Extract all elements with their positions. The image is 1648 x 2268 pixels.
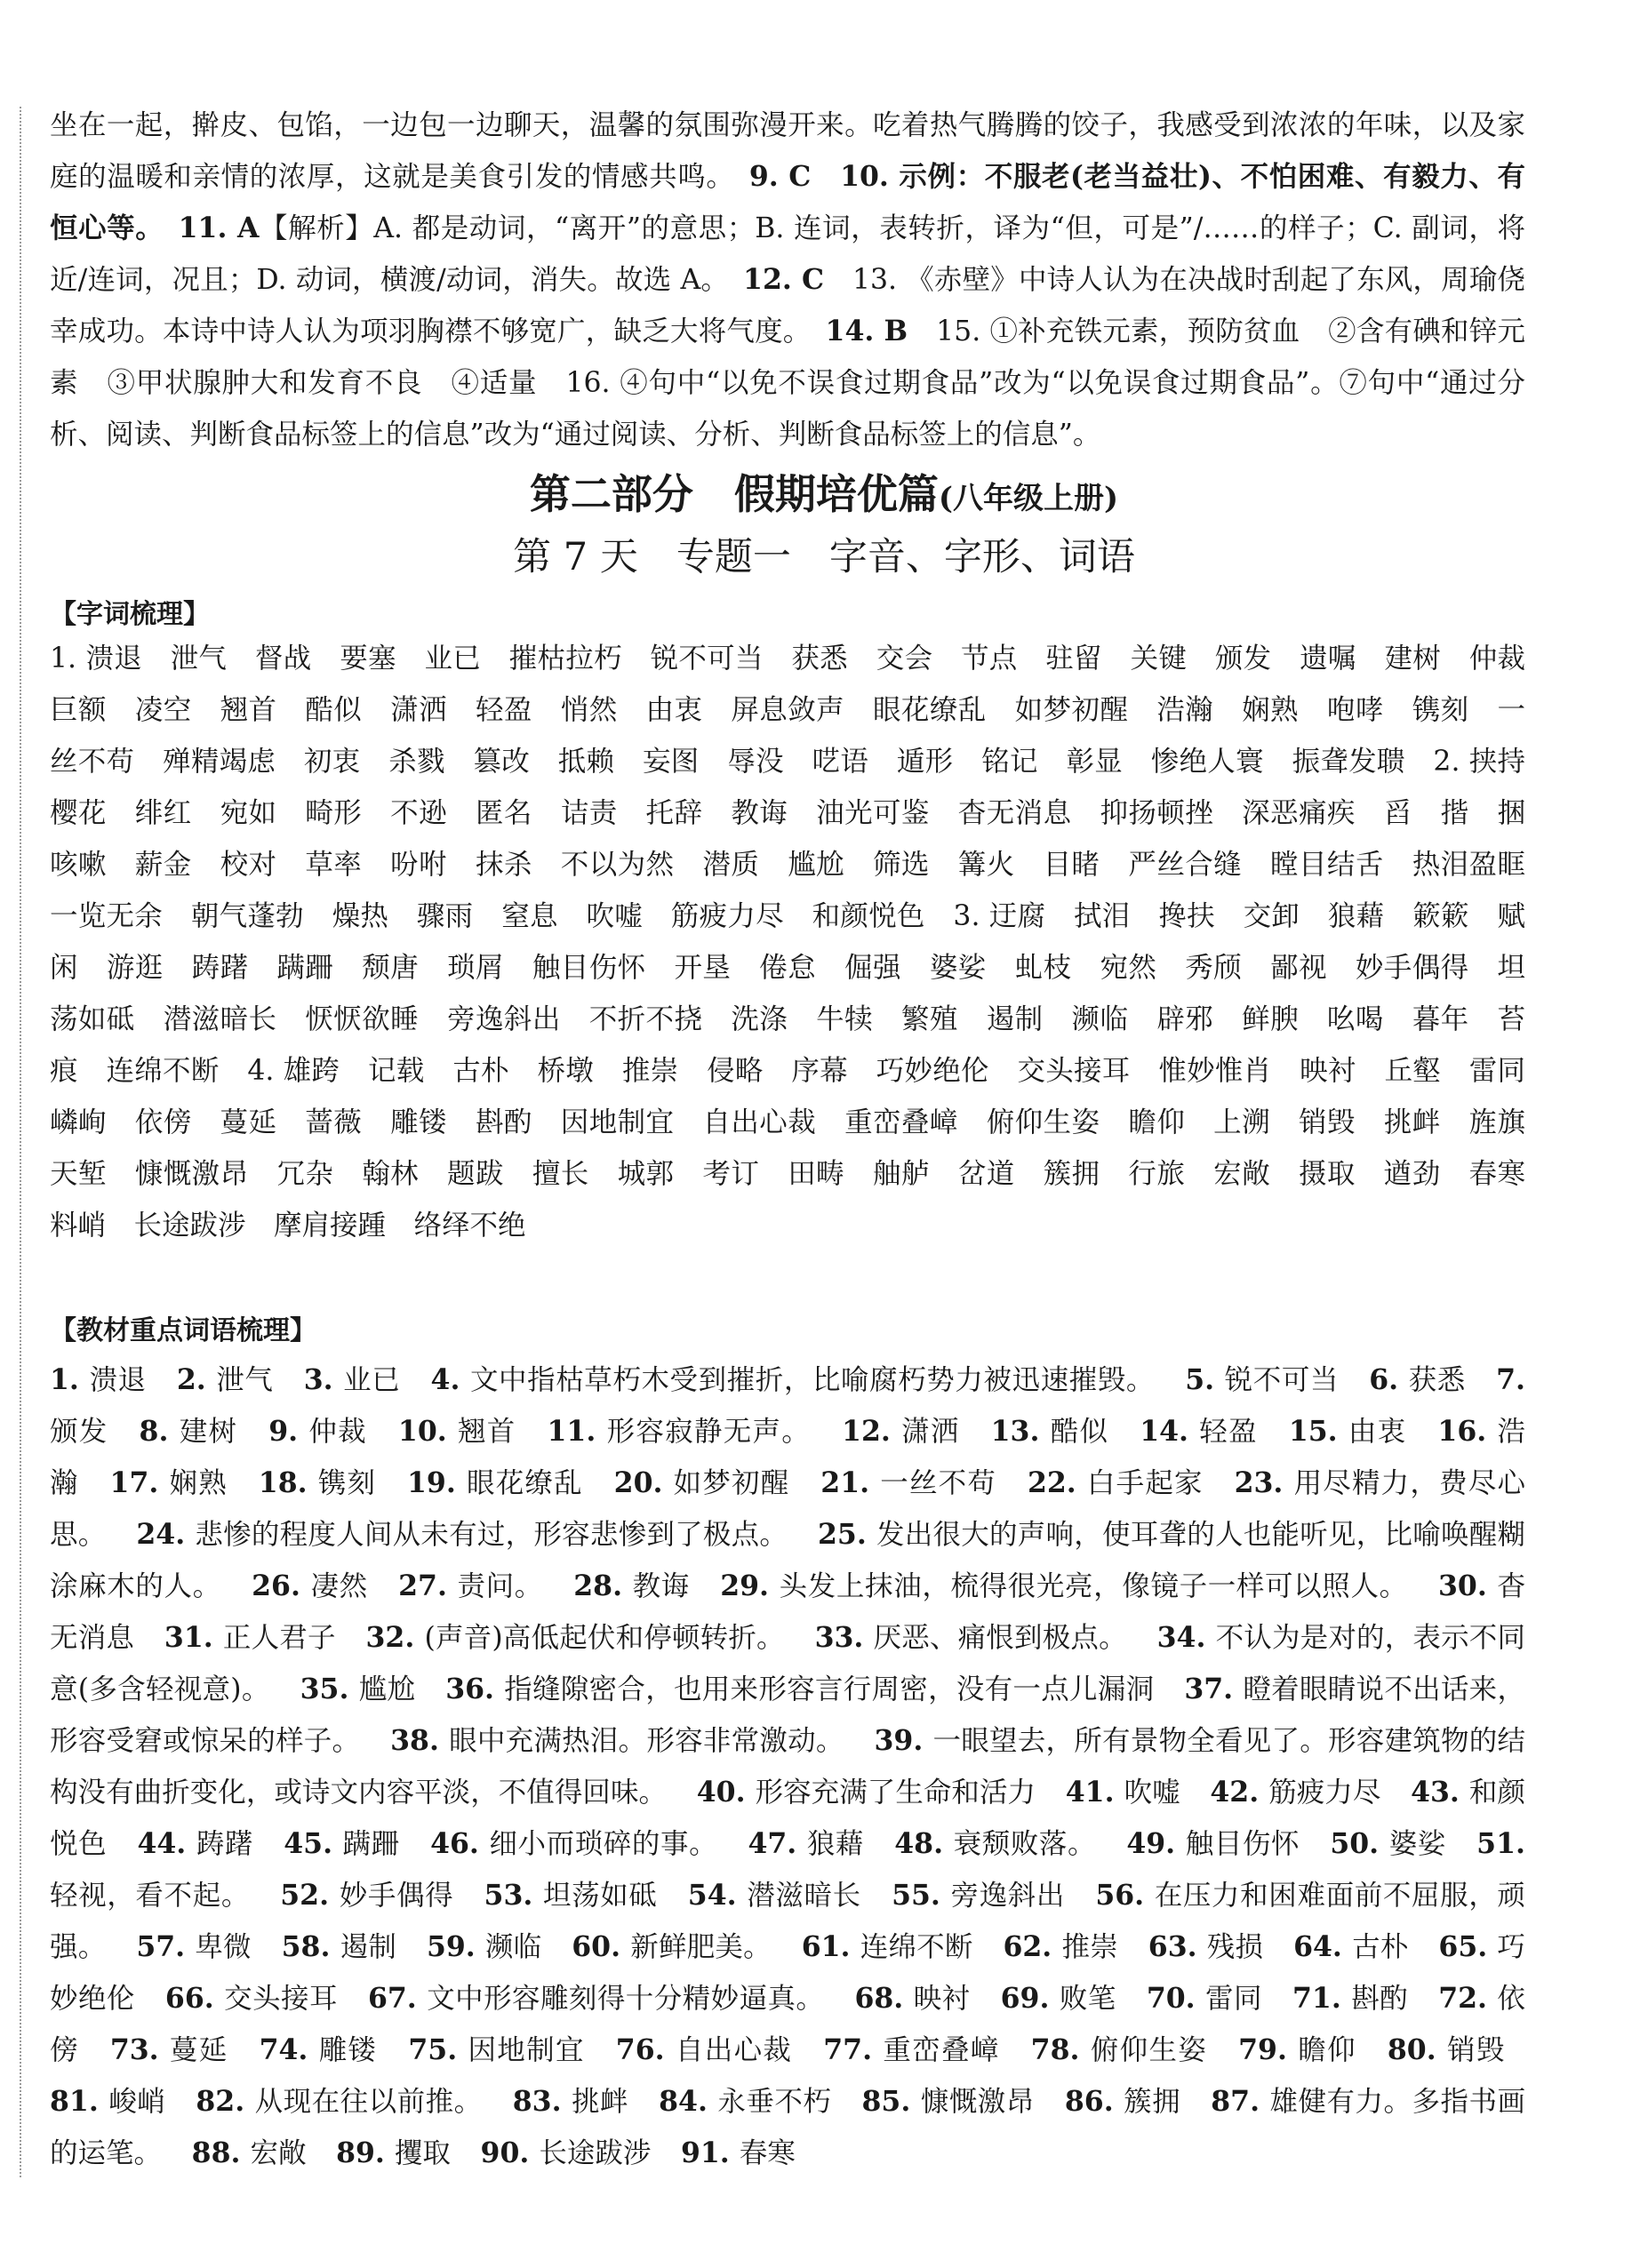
item-text: 责问。 xyxy=(457,1570,543,1602)
item-text: 文中指枯草朽木受到摧折，比喻腐朽势力被迅速摧毁。 xyxy=(469,1364,1155,1396)
key-word-item xyxy=(894,1828,1096,1860)
item-number: 35. xyxy=(300,1673,359,1705)
item-number: 11. xyxy=(547,1415,607,1448)
item-number: 88. xyxy=(191,2136,251,2169)
key-word-item xyxy=(284,1828,400,1860)
key-word-item xyxy=(137,1828,253,1860)
item-text: 衰颓败落。 xyxy=(953,1828,1097,1860)
key-word-item xyxy=(408,2034,584,2066)
key-word-item xyxy=(1065,2086,1180,2118)
item-number: 53. xyxy=(484,1879,543,1912)
key-word-item xyxy=(427,1931,541,1963)
answer-9: 9. C xyxy=(748,160,812,193)
item-text: 细小而琐碎的事。 xyxy=(489,1828,718,1860)
key-word-item xyxy=(573,1570,690,1602)
answer-13: 13. 《赤壁》中诗人认为在决战时刮起了东风，周瑜侥幸成功。本诗中诗人认为项羽胸襟不够宽广，缺乏大将气度。 xyxy=(50,264,1525,347)
item-number: 37. xyxy=(1184,1673,1244,1705)
key-word-item xyxy=(366,1622,785,1654)
item-text: 白手起家 xyxy=(1086,1467,1204,1499)
item-number: 87. xyxy=(1211,2085,1270,2118)
item-number: 67. xyxy=(367,1982,428,2015)
key-word-item xyxy=(614,1467,790,1499)
key-word-item xyxy=(431,1364,1155,1396)
key-word-item xyxy=(1185,1364,1339,1396)
item-number: 81. xyxy=(50,2085,109,2118)
item-text: 建树 xyxy=(179,1416,238,1448)
item-text: 妙手偶得 xyxy=(339,1880,454,1912)
item-number: 52. xyxy=(280,1879,340,1912)
item-number: 76. xyxy=(615,2033,676,2066)
item-text: (声音)高低起伏和停顿转折。 xyxy=(424,1622,785,1654)
item-number: 28. xyxy=(573,1569,633,1602)
item-text: 镌刻 xyxy=(317,1467,377,1499)
item-number: 77. xyxy=(823,2033,884,2066)
key-word-item xyxy=(304,1364,401,1396)
key-word-item xyxy=(1001,1983,1116,2015)
item-number: 14. xyxy=(1140,1415,1200,1448)
item-number: 91. xyxy=(680,2136,740,2169)
item-number: 39. xyxy=(874,1724,933,1757)
item-number: 70. xyxy=(1146,1982,1206,2015)
item-text: 娴熟 xyxy=(169,1467,228,1499)
key-word-item xyxy=(445,1673,1154,1705)
item-text: 蹒跚 xyxy=(342,1828,400,1860)
item-text: 业已 xyxy=(343,1364,401,1396)
key-word-item xyxy=(50,2086,165,2118)
item-text: 销毁 xyxy=(1446,2034,1505,2066)
key-word-item xyxy=(407,1467,583,1499)
key-word-item xyxy=(1031,2034,1207,2066)
item-text: 簇拥 xyxy=(1124,2086,1181,2118)
item-number: 57. xyxy=(136,1930,196,1963)
item-text: 映衬 xyxy=(913,1983,971,2015)
item-text: 宏敞 xyxy=(250,2137,307,2169)
item-text: 推崇 xyxy=(1061,1931,1118,1963)
margin-dotted-rule xyxy=(20,107,21,2177)
item-text: 凄然 xyxy=(310,1570,368,1602)
item-text: 永垂不朽 xyxy=(717,2086,832,2118)
item-text: 潜滋暗长 xyxy=(747,1880,861,1912)
part-title-sub: (八年级上册) xyxy=(938,481,1119,516)
item-number: 13. xyxy=(990,1415,1051,1448)
item-number: 17. xyxy=(109,1466,170,1499)
key-word-item xyxy=(192,2137,307,2169)
item-text: 用尽精力，费尽心思。 xyxy=(50,1467,1525,1551)
item-number: 61. xyxy=(801,1930,860,1963)
item-text: 潇洒 xyxy=(901,1416,960,1448)
key-word-item xyxy=(481,2137,652,2169)
key-word-item xyxy=(300,1673,416,1705)
item-text: 形容充满了生命和活力 xyxy=(755,1777,1036,1809)
key-word-item xyxy=(282,1931,396,1963)
item-number: 32. xyxy=(365,1621,425,1654)
item-text: 自出心裁 xyxy=(675,2034,793,2066)
item-text: 筋疲力尽 xyxy=(1268,1777,1381,1809)
item-text: 由衷 xyxy=(1348,1416,1407,1448)
key-word-item xyxy=(1147,1983,1262,2015)
continuation-block xyxy=(50,100,1525,460)
key-word-item xyxy=(177,1364,274,1396)
answer-11-analysis: 【解析】A. 都是动词，“离开”的意思；B. 连词，表转折，译为“但，可是”/……的样子；C. 副词，将近/连词，况且；D. 动词，横渡/动词，消失。故选 A。 xyxy=(50,212,1525,296)
item-number: 60. xyxy=(572,1930,631,1963)
item-text: 悲惨的程度人间从未有过，形容悲惨到了极点。 xyxy=(195,1519,788,1551)
item-text: 在压力和困难面前不屈服，顽强。 xyxy=(50,1880,1525,1963)
item-text: 瞪着眼睛说不出话来，形容受窘或惊呆的样子。 xyxy=(50,1673,1525,1757)
key-word-item xyxy=(572,1931,772,1963)
item-text: 和颜悦色 xyxy=(50,1777,1525,1860)
key-word-item xyxy=(398,1416,516,1448)
item-text: 蔓延 xyxy=(169,2034,228,2066)
key-word-item xyxy=(1066,1777,1180,1809)
item-number: 44. xyxy=(137,1827,196,1860)
item-text: 仲裁 xyxy=(308,1416,367,1448)
answer-11: 11. A xyxy=(178,212,260,244)
item-text: 俯仰生姿 xyxy=(1090,2034,1208,2066)
item-number: 59. xyxy=(426,1930,485,1963)
item-text: 古朴 xyxy=(1352,1931,1409,1963)
item-text: 不认为是对的，表示不同意(多含轻视意)。 xyxy=(50,1622,1525,1705)
item-text: 连绵不断 xyxy=(860,1931,973,1963)
item-number: 8. xyxy=(139,1415,180,1448)
item-text: 巧妙绝伦 xyxy=(50,1931,1525,2015)
key-word-item xyxy=(659,2086,831,2118)
item-text: 交头接耳 xyxy=(224,1983,338,2015)
item-number: 4. xyxy=(430,1363,470,1396)
item-text: 教诲 xyxy=(632,1570,690,1602)
item-text: 触目伤怀 xyxy=(1185,1828,1300,1860)
key-word-item xyxy=(1369,1364,1466,1396)
item-number: 15. xyxy=(1288,1415,1348,1448)
item-text: 长途跋涉 xyxy=(539,2137,652,2169)
item-text: 败笔 xyxy=(1059,1983,1116,2015)
item-text: 因地制宜 xyxy=(468,2034,585,2066)
key-word-item xyxy=(50,1364,147,1396)
item-number: 82. xyxy=(196,2085,255,2118)
key-word-item xyxy=(820,1467,996,1499)
item-number: 83. xyxy=(512,2085,572,2118)
item-number: 25. xyxy=(818,1518,877,1551)
item-number: 90. xyxy=(480,2136,540,2169)
item-number: 43. xyxy=(1411,1776,1469,1809)
item-text: 春寒 xyxy=(739,2137,796,2169)
item-text: 斟酌 xyxy=(1351,1983,1409,2015)
item-number: 73. xyxy=(109,2033,170,2066)
key-word-item xyxy=(697,1777,1036,1809)
item-text: 狼藉 xyxy=(806,1828,865,1860)
item-text: 形容寂静无声。 xyxy=(606,1416,812,1448)
key-word-item xyxy=(268,1416,367,1448)
item-number: 47. xyxy=(748,1827,807,1860)
key-word-item xyxy=(991,1416,1109,1448)
key-word-item xyxy=(1293,1931,1408,1963)
item-text: 瞻仰 xyxy=(1298,2034,1356,2066)
item-text: 一丝不苟 xyxy=(880,1467,997,1499)
item-number: 54. xyxy=(687,1879,748,1912)
item-text: 指缝隙密合，也用来形容言行周密，没有一点儿漏洞 xyxy=(504,1673,1155,1705)
key-word-item xyxy=(110,2034,228,2066)
item-number: 84. xyxy=(659,2085,718,2118)
section-heading-words: 【字词梳理】 xyxy=(50,599,210,630)
item-number: 58. xyxy=(281,1930,340,1963)
item-text: 尴尬 xyxy=(358,1673,416,1705)
item-number: 22. xyxy=(1027,1466,1087,1499)
item-number: 80. xyxy=(1387,2033,1447,2066)
item-number: 36. xyxy=(445,1673,505,1705)
item-text: 残损 xyxy=(1206,1931,1264,1963)
item-text: 攫取 xyxy=(394,2137,451,2169)
answer-15: 15. ①补充铁元素，预防贫血 ②含有碘和锌元素 ③甲状腺肿大和发育不良 ④适量 xyxy=(50,315,1525,399)
key-word-item xyxy=(681,2137,796,2169)
item-text: 慷慨激昂 xyxy=(920,2086,1035,2118)
item-number: 40. xyxy=(696,1776,756,1809)
item-number: 29. xyxy=(720,1569,780,1602)
item-number: 19. xyxy=(407,1466,467,1499)
item-number: 16. xyxy=(1437,1415,1498,1448)
item-number: 85. xyxy=(861,2085,921,2118)
day-title: 第 7 天 专题一 字音、字形、词语 xyxy=(513,535,1135,579)
key-word-item xyxy=(802,1931,973,1963)
item-number: 89. xyxy=(336,2136,395,2169)
item-number: 21. xyxy=(820,1466,881,1499)
item-text: 踌躇 xyxy=(196,1828,254,1860)
item-number: 26. xyxy=(252,1569,311,1602)
key-word-item xyxy=(1126,1828,1300,1860)
item-text: 眼中充满热泪。形容非常激动。 xyxy=(449,1725,844,1757)
key-word-item xyxy=(1330,1828,1446,1860)
key-word-item xyxy=(1003,1931,1117,1963)
item-text: 锐不可当 xyxy=(1224,1364,1339,1396)
item-text: 旁逸斜出 xyxy=(950,1880,1066,1912)
item-text: 重峦叠嶂 xyxy=(883,2034,1000,2066)
key-word-item xyxy=(259,1467,376,1499)
item-text: 杳无消息 xyxy=(50,1570,1525,1654)
item-number: 66. xyxy=(164,1982,225,2015)
item-text: 轻盈 xyxy=(1199,1416,1258,1448)
key-word-item xyxy=(430,1828,717,1860)
item-text: 酷似 xyxy=(1050,1416,1109,1448)
item-number: 49. xyxy=(1126,1827,1186,1860)
item-text: 雷同 xyxy=(1205,1983,1262,2015)
item-text: 泄气 xyxy=(216,1364,274,1396)
item-number: 48. xyxy=(894,1827,954,1860)
item-number: 72. xyxy=(1438,1982,1498,2015)
key-word-item xyxy=(280,1880,453,1912)
item-number: 6. xyxy=(1369,1363,1409,1396)
key-word-item xyxy=(1292,1983,1408,2015)
item-number: 27. xyxy=(398,1569,458,1602)
key-word-item xyxy=(854,1983,970,2015)
key-word-item xyxy=(688,1880,861,1912)
key-word-item xyxy=(368,1983,824,2015)
section-heading-key-words: 【教材重点词语梳理】 xyxy=(50,1315,316,1346)
item-number: 71. xyxy=(1292,1982,1352,2015)
key-word-item xyxy=(1028,1467,1204,1499)
item-number: 86. xyxy=(1064,2085,1124,2118)
part-title xyxy=(0,466,1648,527)
item-number: 23. xyxy=(1234,1466,1294,1499)
key-word-item xyxy=(616,2034,792,2066)
item-number: 62. xyxy=(1003,1930,1062,1963)
item-number: 20. xyxy=(613,1466,674,1499)
answer-12: 12. C xyxy=(743,263,825,296)
item-text: 雕镂 xyxy=(318,2034,378,2066)
item-text: 一眼望去，所有景物全看见了。形容建筑物的结构没有曲折变化，或诗文内容平淡，不值得回味。 xyxy=(50,1725,1525,1809)
item-number: 75. xyxy=(408,2033,468,2066)
item-number: 38. xyxy=(390,1724,450,1757)
key-word-item xyxy=(1140,1416,1258,1448)
item-text: 遏制 xyxy=(340,1931,397,1963)
item-number: 69. xyxy=(1000,1982,1060,2015)
item-number: 33. xyxy=(814,1621,874,1654)
key-word-item xyxy=(1238,2034,1356,2066)
item-text: 吹嘘 xyxy=(1124,1777,1180,1809)
item-number: 30. xyxy=(1438,1569,1498,1602)
item-number: 18. xyxy=(258,1466,318,1499)
item-number: 65. xyxy=(1438,1930,1498,1963)
item-text: 轻视，看不起。 xyxy=(50,1880,250,1912)
item-number: 63. xyxy=(1148,1930,1207,1963)
item-number: 78. xyxy=(1030,2033,1091,2066)
key-word-item xyxy=(196,2086,482,2118)
item-text: 峻峭 xyxy=(108,2086,166,2118)
item-text: 翘首 xyxy=(457,1416,516,1448)
item-number: 79. xyxy=(1238,2033,1299,2066)
item-text: 从现在往以前推。 xyxy=(254,2086,483,2118)
item-number: 10. xyxy=(397,1415,458,1448)
key-word-item xyxy=(110,1467,228,1499)
item-number: 12. xyxy=(842,1415,902,1448)
answer-8-text: 坐在一起，擀皮、包馅，一边包一边聊天，温馨的氛围弥漫开来。吃着热气腾腾的饺子，我感受到浓浓的年味，以及家庭的温暖和亲情的浓厚，这就是美食引发的情感共鸣。 xyxy=(50,109,1525,193)
item-text: 濒临 xyxy=(484,1931,542,1963)
item-text: 文中形容雕刻得十分精妙逼真。 xyxy=(427,1983,825,2015)
answer-16: 16. ④句中“以免不误食过期食品”改为“以免误食过期食品”。⑦句中“通过分析、阅读、判断食品标签上的信息”改为“通过阅读、分析、判断食品标签上的信息”。 xyxy=(50,367,1525,451)
item-number: 3. xyxy=(303,1363,344,1396)
key-word-item xyxy=(136,1931,251,1963)
continuation-paragraph xyxy=(50,100,1525,460)
key-word-item xyxy=(140,1416,238,1448)
item-number: 34. xyxy=(1156,1621,1216,1654)
item-text: 头发上抹油，梳得很光亮，像镜子一样可以照人。 xyxy=(779,1570,1408,1602)
item-number: 41. xyxy=(1065,1776,1124,1809)
item-text: 如梦初醒 xyxy=(673,1467,790,1499)
answer-10: 10. 示例：不服老(老当益壮)、不怕困难、有毅力、有恒心等。 xyxy=(50,160,1525,244)
item-number: 7. xyxy=(1496,1363,1525,1396)
item-text: 颁发 xyxy=(50,1416,108,1448)
key-word-item xyxy=(398,1570,543,1602)
key-word-item xyxy=(862,2086,1035,2118)
key-word-list xyxy=(50,1354,1525,2179)
item-text: 浩瀚 xyxy=(50,1416,1525,1499)
item-text: 获悉 xyxy=(1408,1364,1466,1396)
item-text: 正人君子 xyxy=(222,1622,336,1654)
item-number: 45. xyxy=(284,1827,343,1860)
item-text: 溃退 xyxy=(89,1364,147,1396)
key-word-item xyxy=(1289,1416,1407,1448)
item-number: 2. xyxy=(176,1363,217,1396)
item-number: 42. xyxy=(1210,1776,1269,1809)
item-number: 5. xyxy=(1185,1363,1225,1396)
item-number: 51. xyxy=(1476,1827,1525,1860)
item-number: 64. xyxy=(1293,1930,1353,1963)
key-word-item xyxy=(390,1725,844,1757)
key-word-item xyxy=(336,2137,451,2169)
key-word-item xyxy=(164,1622,336,1654)
item-number: 9. xyxy=(268,1415,309,1448)
key-word-item xyxy=(748,1828,864,1860)
item-text: 新鲜肥美。 xyxy=(630,1931,772,1963)
item-text: 厌恶、痛恨到极点。 xyxy=(873,1622,1127,1654)
item-text: 婆娑 xyxy=(1388,1828,1446,1860)
key-word-item xyxy=(548,1416,812,1448)
word-list-paragraph: 1. 溃退 泄气 督战 要塞 业已 摧枯拉朽 锐不可当 获悉 交会 节点 驻留 关键 颁发 遗嘱 建树 仲裁 巨额 凌空 翘首 酷似 潇洒 轻盈 悄然 由衷 屏息敛声 眼花缭乱 如梦初醒 浩瀚 娴熟 咆哮 镌刻 一丝不苟 殚精竭虑 初衷 杀戮 篡改 抵赖 妄图 辱没 呓语 遁形 铭记 彰显 惨绝人寰 振聋发聩 2. 挟持 樱花 绯红 宛如 畸形 不逊 匿名 诘责 托辞 教诲 油光可鉴 杳无消息 抑扬顿挫 深恶痛疾 舀 揩 捆 咳嗽 薪金 校对 草率 吩咐 抹杀 不以为然 潜质 尴尬 筛选 篝火 目睹 严丝合缝 瞠目结舌 热泪盈眶 一览无余 朝气蓬勃 燥热 骤雨 窒息 吹嘘 筋疲力尽 和颜悦色 3. 迂腐 拭泪 搀扶 交卸 狼藉 簌簌 赋闲 游逛 踌躇 蹒跚 颓唐 琐屑 触目伤怀 开垦 倦怠 倔强 婆娑 虬枝 宛然 秀颀 鄙视 妙手偶得 坦荡如砥 潜滋暗长 恹恹欲睡 旁逸斜出 不折不挠 洗涤 牛犊 繁殖 遏制 濒临 辟邪 鲜腴 吆喝 暮年 苔痕 连绵不断 4. 雄跨 记载 古朴 桥墩 推崇 侵略 序幕 巧妙绝伦 交头接耳 惟妙惟肖 映衬 丘壑 雷同 嶙峋 依傍 蔓延 蔷薇 雕镂 斟酌 因地制宜 自出心裁 重峦叠嶂 俯仰生姿 瞻仰 上溯 销毁 挑衅 旌旗 天堑 慷慨激昂 冗杂 翰林 题跋 擅长 城郭 考订 田畴 舳舻 岔道 簇拥 行旅 宏敞 摄取 遒劲 春寒料峭 长途跋涉 摩肩接踵 络绎不绝 xyxy=(50,643,1554,1242)
key-word-item xyxy=(260,2034,378,2066)
key-word-item xyxy=(1210,1777,1380,1809)
item-number: 74. xyxy=(259,2033,319,2066)
key-word-item xyxy=(136,1519,788,1551)
key-word-item xyxy=(165,1983,338,2015)
key-word-item xyxy=(513,2086,628,2118)
item-number: 56. xyxy=(1095,1879,1155,1912)
item-text: 雄健有力。多指书画的运笔。 xyxy=(50,2086,1525,2169)
key-word-item xyxy=(720,1570,1408,1602)
key-word-item xyxy=(842,1416,960,1448)
item-text: 眼花缭乱 xyxy=(467,1467,583,1499)
item-text: 坦荡如砥 xyxy=(542,1880,658,1912)
part-title-main: 第二部分 假期培优篇 xyxy=(529,470,939,518)
item-number: 31. xyxy=(164,1621,223,1654)
item-text: 挑衅 xyxy=(572,2086,628,2118)
item-text: 依傍 xyxy=(50,1983,1525,2066)
item-number: 68. xyxy=(854,1982,914,2015)
key-word-item xyxy=(815,1622,1127,1654)
key-word-item xyxy=(484,1880,658,1912)
item-number: 55. xyxy=(892,1879,951,1912)
item-number: 1. xyxy=(50,1363,90,1396)
item-number: 50. xyxy=(1330,1827,1389,1860)
item-text: 卑微 xyxy=(195,1931,252,1963)
item-number: 24. xyxy=(136,1518,196,1551)
key-word-item xyxy=(1388,2034,1504,2066)
answer-14: 14. B xyxy=(825,315,908,347)
item-number: 46. xyxy=(430,1827,490,1860)
key-word-item xyxy=(892,1880,1065,1912)
key-word-item xyxy=(1148,1931,1263,1963)
key-word-item xyxy=(252,1570,368,1602)
item-text: 发出很大的声响，使耳聋的人也能听见，比喻唤醒糊涂麻木的人。 xyxy=(50,1519,1525,1602)
key-word-item xyxy=(823,2034,999,2066)
